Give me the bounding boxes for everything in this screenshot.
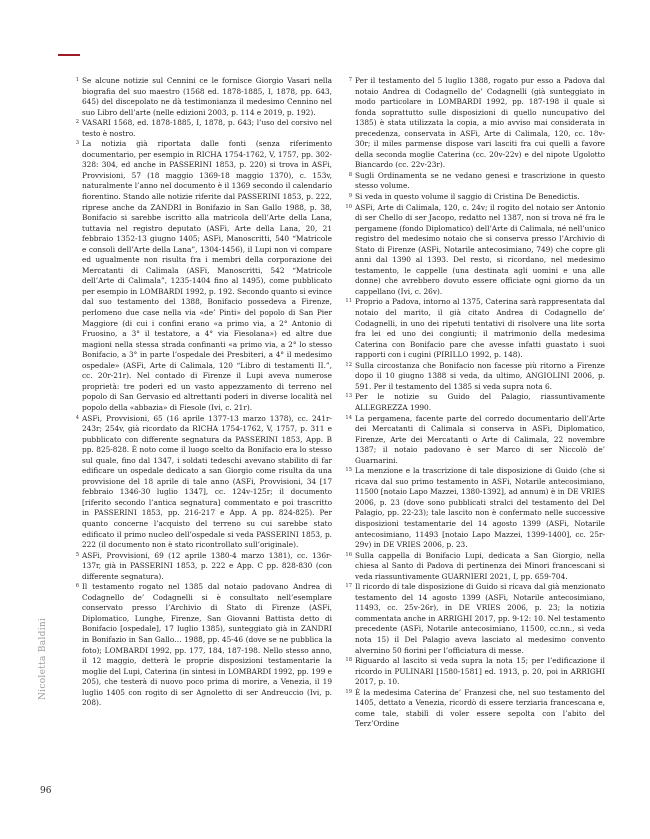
footnote-number: 5 (75, 551, 79, 558)
footnote-text: La menzione e la trascrizione di tale disposizione di Guido (che si ricava dal suo primo testamento in ASFi, Notarile antecosimiano, 11500 [notaio Lapo Mazzei, 1380-1392], ad annum) è in DE VRIES 2006, p. 23 (dove sono pubblicati stralci del testamento del Del Palagio, pp. 22-23); tale lascito non è confermato nelle successive disposizioni testamentarie del 14 agosto 1399 (ASFi, Notarile antecosimiano, 11493 [notaio Lapo Mazzei, 1399-1400], cc. 25r-29v) in DE VRIES 2006, p. 23. (355, 466, 605, 550)
footnote-text: ASFi, Provvisioni, 69 (12 aprile 1380-4 marzo 1381), cc. 136r-137r, già in PASSERINI 1853, p. 222 e App. C pp. 828-830 (con differente segnatura). (82, 550, 332, 581)
footnote-number: 13 (345, 393, 352, 400)
footnote (345, 687, 605, 730)
footnote-number: 7 (348, 77, 352, 83)
footnote-number: 15 (345, 467, 352, 474)
header-accent-rule (58, 54, 80, 56)
footnote-text: Riguardo al lascito si veda supra la nota 15; per l’edificazione il ricordo in PULINARI [1580-1581] ed. 1913, p. 20, poi in ARRIGHI 2017, p. 10. (355, 656, 605, 687)
footnote-number: 12 (345, 361, 352, 368)
footnote-number: 3 (75, 140, 79, 147)
footnotes-column-right (345, 76, 605, 730)
footnote-text: ASFi, Provvisioni, 65 (16 aprile 1377-13 marzo 1378), cc. 241r-243r; 254v, già ricordato da RICHA 1754-1762, V, 1757, p. 311 e pubblicato con differente segnatura da PASSERINI 1853, App. B pp. 825-828. È noto come il luogo scelto da Bonifacio era lo stesso sul quale, fino dal 1347, i soldati tedeschi avevano stabilito di far edificare un ospedale dedicato a san Giorgio come risulta da una provvisione del 18 aprile di tale anno (ASFi, Provvisioni, 34 [17 febbraio 1346-30 luglio 1347], cc. 124v-125r; il documento [riferito secondo l’antica segnatura] commentato e poi trascritto in PASSERINI 1853, pp. 216-217 e App. A pp. 824-825). Per quanto concerne l’acquisto del terreno su cui sarebbe stato edificato il primo nucleo dell’ospedale si veda PASSERINI 1853, p. 222 (il documento non è stato ricontrollato sull’originale). (82, 413, 332, 550)
footnote-text: Sulla cappella di Bonifacio Lupi, dedicata a San Giorgio, nella chiesa al Santo di Padova di pertinenza dei Minori francescani si veda riassuntivamente GUARNIERI 2021, I, pp. 659-704. (355, 550, 605, 581)
footnote-number: 11 (345, 298, 352, 305)
footnote (345, 550, 605, 583)
footnote-number: 18 (345, 657, 352, 664)
footnote (75, 76, 332, 118)
footnotes-column-left (75, 76, 332, 709)
footnote (345, 202, 605, 298)
footnote (348, 170, 605, 192)
footnote-text: Proprio a Padova, intorno al 1375, Caterina sarà rappresentata dal notaio del marito, il già citato Andrea di Codagnello de’ Codagnelli, in uno dei ripetuti tentativi di risolvere una lite sorta fra lei ed uno dei congiunti; il matrimonio della medesima Caterina con Bonifacio pare che avesse infatti guastato i suoi rapporti con i cugini (PIRILLO 1992, p. 148). (355, 297, 605, 360)
footnote (345, 413, 605, 467)
footnote (345, 360, 605, 393)
footnote-text: VASARI 1568, ed. 1878-1885, I, 1878, p. 643; l’uso del corsivo nel testo è nostro. (82, 118, 332, 138)
footnote-number: 6 (75, 583, 79, 590)
footnote-text: Sugli Ordinamenta se ne vedano genesi e trascrizione in questo stesso volume. (355, 170, 605, 191)
footnote (348, 76, 605, 171)
author-running-head: Nicoletta Baldini (38, 617, 48, 700)
footnote-number: 2 (75, 119, 79, 126)
footnote-number: 14 (345, 414, 352, 421)
footnote-text: Il testamento rogato nel 1385 dal notaio padovano Andrea di Codagnello de’ Codagnelli si è consultato nell’esemplare conservato presso l’Archivio di Stato di Firenze (ASFi, Diplomatico, Lunghe, Firenze, San Giovanni Battista detto di Bonifacio [ospedale], 17 luglio 1385), sunteggiato già in ZANDRI in Bonifazio in San Gallo… 1988, pp. 45-46 (dove se ne pubblica la foto); LOMBARDI 1992, pp. 177, 184, 187-198. Nello stesso anno, il 12 maggio, detterà le proprie disposizioni testamentarie la moglie del Lupi, Caterina (in sintesi in LOMBARDI 1992, pp. 199 e 205), che testerà di nuovo poco prima di morire, a Venezia, il 19 luglio 1405 con rogito di ser Agnoletto di ser Andreuccio (Ivi, p. 208). (82, 582, 332, 708)
footnote-text: È la medesima Caterina de’ Franzesi che, nel suo testamento del 1405, dettato a Venezia, ricordò di essere terziaria francescana e, come tale, stabilì di voler essere sepolta con l’abito del Terz’Ordine (355, 687, 605, 729)
footnote-number: 1 (75, 77, 79, 83)
footnote (348, 192, 605, 203)
footnote (75, 413, 332, 551)
footnote (75, 550, 332, 583)
footnote (75, 582, 332, 709)
footnote-text: La notizia già riportata dalle fonti (senza riferimento documentario, per esempio in RICHA 1754-1762, V, 1757, pp. 302-328: 304, ed anche in PASSERINI 1853, p. 220) si trova in ASFi, Provvisioni, 57 (18 maggio 1369-18 maggio 1370), c. 153v, naturalmente l’anno nel documento è il 1369 secondo il calendario fiorentino. Stando alle notizie riferite dal PASSERINI 1853, p. 222, riprese anche da ZANDRI in Bonifazio in San Gallo 1988, p. 38, Bonifacio si sarebbe iscritto alla matricola dell’Arte della Lana, tuttavia nel registro deputato (ASFi, Arte della Lana, 20, 21 febbraio 1352-13 giugno 1405; ASFi, Manoscritti, 540 “Matricole e consoli dell’Arte della Lana”, 1304-1456), il Lupi non vi compare ed ugualmente non risulta fra i membri della corporazione dei Mercatanti di Calimala (ASFi, Manoscritti, 542 “Matricole dell’Arte di Calimala”, 1235-1404 fino al 1495), come pubblicato per esempio in LOMBARDI 1992, p. 192. Secondo quanto si evince dal suo testamento del 1388, Bonifacio possedeva a Firenze, perlomeno due case nella via «de’ Pinti» del popolo di San Pier Maggiore (di cui i confini erano «a primo via, a 2° Antonio di Fruosino, a 3° il testatore, a 4° via Fiesolana») ed altre due magioni nella stessa strada confinanti «a primo via, a 2° lo stesso Bonifacio, a 3° in parte l’ospedale dei Presbiteri, a 4° il medesimo ospedale» (ASFi, Arte di Calimala, 120 “Libro di testamenti II.”, cc. 20r-21r). Nel contado di Firenze il Lupi aveva numerose proprietà: tre poderi ed un vasto appezzamento di terreno nel popolo di San Gervasio ed altrettanti poderi in diverse località nel popolo della «abbazia» di Fiesole (Ivi, c. 21r). (82, 139, 332, 412)
page-number: 96 (40, 786, 52, 796)
footnote-text: Per le notizie su Guido del Palagio, riassuntivamente ALLEGREZZA 1990. (355, 392, 605, 412)
footnote (345, 656, 605, 688)
footnote-number: 19 (345, 688, 352, 695)
footnote-number: 9 (348, 193, 352, 200)
footnote-text: Per il testamento del 5 luglio 1388, rogato pur esso a Padova dal notaio Andrea di Codagnello de’ Codagnelli (già sunteggiato in modo particolare in LOMBARDI 1992, pp. 187-198 il quale si fonda soprattutto sulle disposizioni di quello nuncupativo del 1385) è stata utilizzata la copia, a mio avviso mai considerata in precedenza, conservata in ASFi, Arte di Calimala, 120, cc. 18v-30r; il miles parmense dispose vari lasciti fra cui quelli a favore della seconda moglie Caterina (cc. 20v-22v) e del nipote Ugolotto Biancardo (cc. 22v-23r). (355, 76, 605, 170)
footnote (345, 392, 605, 413)
footnote-text: Sulla circostanza che Bonifacio non facesse più ritorno a Firenze dopo il 10 giugno 1388 si veda, da ultimo, ANGIOLINI 2006, p. 591. Per il testamento del 1385 si veda supra nota 6. (355, 360, 605, 391)
footnote (75, 118, 332, 139)
footnote (75, 139, 332, 413)
footnote-text: ASFi, Arte di Calimala, 120, c. 24v; il rogito del notaio ser Antonio di ser Chello di ser Jacopo, redatto nel 1387, non si trova né fra le pergamene (fondo Diplomatico) dell’Arte di Calimala, né nell’unico registro del medesimo notaio che si conserva presso l’Archivio di Stato di Firenze (ASFi, Notarile antecosimiano, 749) che copre gli anni dal 1390 al 1393. Del resto, si ricordano, nel medesimo testamento, le cappelle (una destinata agli uomini e una alle donne) che avrebbero dovuto essere officiate ogni giorno da un cappellano (Ivi, c. 26v). (355, 202, 605, 296)
footnote (345, 582, 605, 656)
footnote-text: Se alcune notizie sul Cennini ce le fornisce Giorgio Vasari nella biografia del suo maestro (1568 ed. 1878-1885, I, 1878, pp. 643, 645) del discepolato ne dà testimonianza il medesimo Cennino nel suo Libro dell’arte (nelle edizioni 2003, p. 114 e 2019, p. 192). (82, 76, 332, 117)
footnote-number: 4 (75, 414, 79, 421)
footnote-number: 8 (348, 171, 352, 178)
footnote-text: Si veda in questo volume il saggio di Cristina De Benedictis. (355, 192, 580, 202)
footnote-text: Il ricordo di tale disposizione di Guido si ricava dal già menzionato testamento del 14 agosto 1399 (ASFi, Notarile antecosimiano, 11493, cc. 25v-26r), in DE VRIES 2006, p. 23; la notizia commentata anche in ARRIGHI 2017, pp. 9-12: 10. Nel testamento precedente (ASFi, Notarile antecosimiano, 11500, cc.nn., si veda nota 15) il Del Palagio aveva lasciato al medesimo convento alvernino 50 fiorini per l’officiatura di messe. (355, 582, 605, 655)
footnote-number: 10 (345, 203, 352, 210)
footnote-number: 16 (345, 551, 352, 558)
footnote-number: 17 (345, 583, 352, 590)
footnote (345, 466, 605, 550)
footnote-text: La pergamena, facente parte del corredo documentario dell’Arte dei Mercatanti di Calimala si conserva in ASFi, Diplomatico, Firenze, Arte dei Mercatanti o Arte di Calimala, 22 novembre 1387; il notaio padovano è ser Marco di ser Niccolò de’ Guarnarini. (355, 413, 605, 465)
footnote (345, 297, 605, 360)
